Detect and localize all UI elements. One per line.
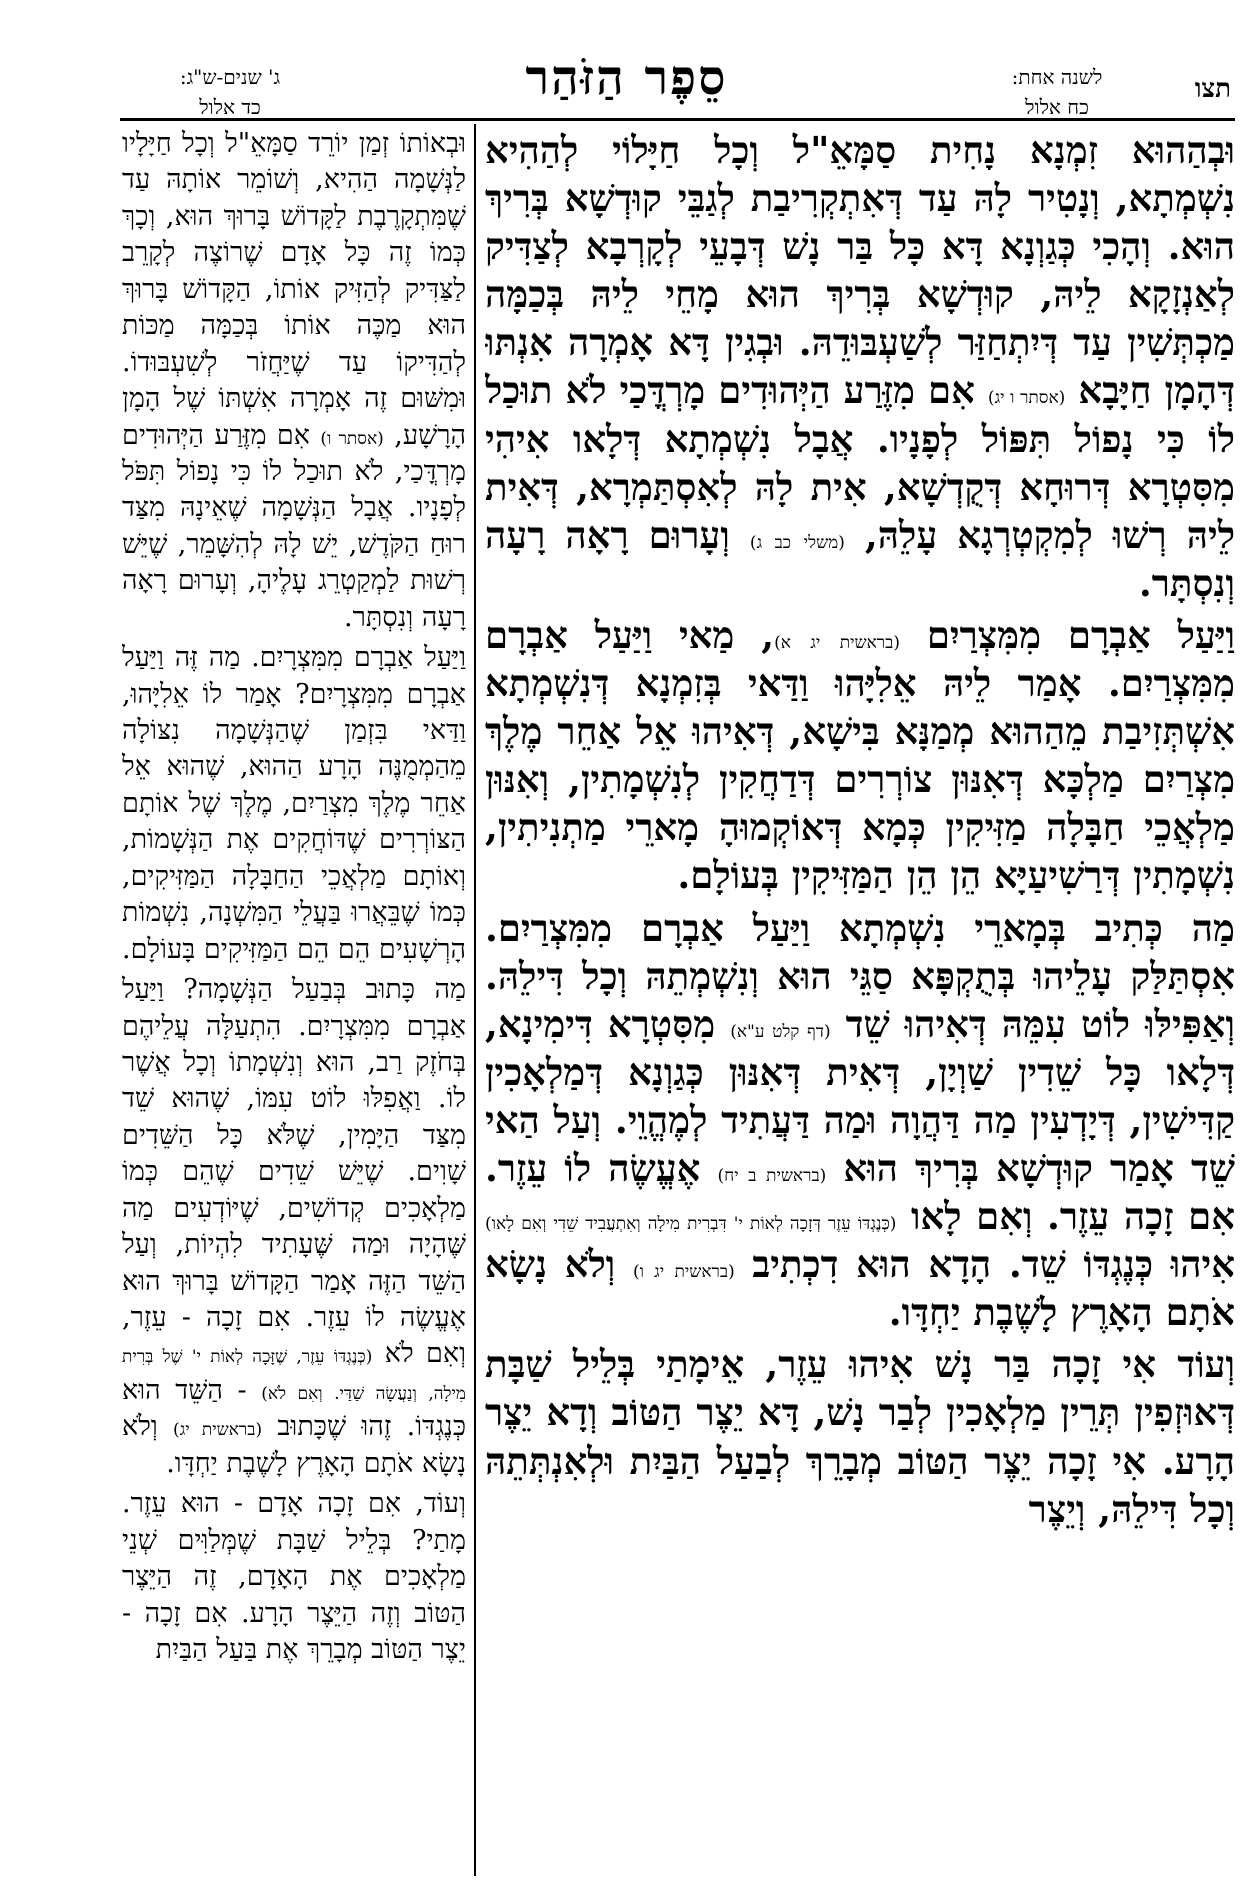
- text-segment: וּבְאוֹתוֹ זְמַן יוֹרֵד סַמָּאֵ"ל וְכָל חַיָּלָיו לַנְּשָׁמָה הַהִיא, וְשׁוֹמֵר אוֹתָהּ עַד שֶׁמִּתְקָרֶבֶת לַקָּדוֹשׁ בָּרוּךְ הוּא, וְכָךְ כְּמוֹ זֶה כָּל אָדָם שֶׁרוֹצֶה לְקָרֵב לַצַּדִּיק לְהַזִּיק אוֹתוֹ, הַקָּדוֹשׁ בָּרוּךְ הוּא מַכֶּה אוֹתוֹ בְּכַמָּה מַכּוֹת לְהַדִּיקוֹ עַד שֶׁיַּחֲזֹר לְשִׁעְבּוּדוֹ. וּמִשּׁוּם זֶה אָמְרָה אִשְׁתּוֹ שֶׁל הָמָן הָרָשָׁע,: [122, 128, 466, 451]
- source-reference: (בראשית יג א): [774, 632, 900, 653]
- source-reference: (בראשית יג ו): [632, 1262, 735, 1283]
- column-divider: [474, 124, 476, 1876]
- source-reference: (בראשית יג): [173, 1420, 263, 1441]
- text-paragraph: [485, 904, 1235, 1337]
- text-segment: מִסִּטְרָא דִּימִינָא, דְּלָאו כָּל שֵׁדִין שַׁוְיָן, דְּאִית דְּאִנּוּן כְּגַוְנָא דְּמַלְאָכִין קַדִּישִׁין, דְּיָדְעִין מַה דַּהֲוָה וּמַה דַּעֲתִיד לְמֶהֱוֵי. וְעַל הַאי שֵׁד אָמַר קוּדְשָׁא בְּרִיךְ הוּא: [485, 1001, 1235, 1190]
- text-paragraph: [122, 972, 466, 1482]
- page-title: סֵפֶר הַזֹּהַר: [525, 50, 728, 106]
- text-segment: אִיהוּ כְּנֶגְדּוֹ שֵׁד. הָדָא הוּא דִכְתִיב: [734, 1242, 1235, 1287]
- text-segment: וְעוֹד אִי זָכָה בַּר נָשׁ אִיהוּ עֵזֶר, אֵימָתַי בְּלֵיל שַׁבָּת דְּאוּזְפִין תְּרֵין מַלְאָכִין לְבַר נָשׁ, דָּא יֵצֶר הַטּוֹב וְדָא יֵצֶר הָרָע. אִי זָכָה יֵצֶר הַטּוֹב מְבָרֵךְ לְבַעַל הַבַּיִת וּלְאִנְתְּתֵהּ וְכָל דִּילֵהּ, וְיֵצֶר: [485, 1342, 1235, 1531]
- hebrew-translation-column: [122, 126, 466, 1876]
- source-reference: (אסתר ו): [320, 428, 384, 449]
- source-reference: (בראשית ב יח): [717, 1165, 827, 1186]
- source-reference: (כְּנֶגְדּוֹ עֵזֶר דְּזָכָה לְאוֹת י' דִּבְרִית מִילָה וְאִתְעֲבִיד שֵׁדִי וְאִם לָאו): [485, 1214, 897, 1235]
- text-segment: וְלֹא נָשָׂא אֹתָם הָאָרֶץ לָשֶׁבֶת יַחְדָּו.: [485, 1242, 1235, 1335]
- source-reference: (כְּנֶגְדּוֹ עֵזֶר, שֶׁזָּכָה לְאוֹת י' שֶׁל בְּרִית מִילָה, וְנַעֲשָׂה שַׁדַּי. וְאִם לֹא): [122, 1347, 466, 1404]
- aramaic-text-column: [485, 126, 1235, 1876]
- header-rule: [120, 118, 1235, 121]
- text-segment: וַיַּעַל אַבְרָם מִמִּצְרַיִם: [899, 612, 1235, 657]
- schedule-one-year-label: לשנה אחת:: [1011, 65, 1103, 89]
- source-reference: (משלי כב ג): [749, 532, 845, 553]
- schedule-three-years: [130, 62, 330, 122]
- text-paragraph: [485, 611, 1235, 900]
- schedule-one-year-date: כח אלול: [1025, 95, 1089, 119]
- text-segment: וְעָרוּם רָאָה רָעָה וְנִסְתָּר.: [485, 512, 1235, 605]
- text-segment: וּבְהַהוּא זִמְנָא נָחִית סַמָּאֵ"ל וְכָל חַיָּלוֹי לְהַהִיא נִשְׁמְתָא, וְנָטִיר לָהּ עַד דְּאִתְקְרִיבַת לְגַבֵּי קוּדְשָׁא בְּרִיךְ הוּא. וְהָכִי כְּגַוְנָא דָּא כָּל בַּר נָשׁ דְּבָעֵי לְקָרְבָא לְצַדִּיק לְאַנְזָקָא לֵיהּ, קוּדְשָׁא בְּרִיךְ הוּא מָחֵי לֵיהּ בְּכַמָּה מַכְתְּשִׁין עַד דְּיִתְחַזַּר לְשַׁעְבּוּדֵהּ. וּבְגִין דָּא אָמְרָה אִנְתּוּ דְּהָמָן חַיָּבָא: [485, 128, 1235, 413]
- page-number: תצו: [1194, 74, 1231, 104]
- text-paragraph: [122, 126, 466, 636]
- schedule-three-years-date: כד אלול: [199, 95, 261, 119]
- text-paragraph: [485, 1340, 1235, 1532]
- text-segment: מַה כְּתִיב בְּמָארֵי נִשְׁמְתָא וַיַּעַל אַבְרָם מִמִּצְרַיִם. אִסְתַּלַּק עָלֵיהוּ בְּתֻקְפָּא סַגֵּי הוּא וְנִשְׁמְתֵהּ וְכָל דִּילֵהּ. וְאַפִּילּוּ לוֹט עִמֵּהּ דְּאִיהוּ שֵׁד: [485, 905, 1235, 1046]
- text-segment: וַיַּעַל אַבְרָם מִמִּצְרָיִם. מַה זֶּה וַיַּעַל אַבְרָם מִמִּצְרָיִם? אָמַר לוֹ אֵלִיָּהוּ, וַדַּאי בִּזְמַן שֶׁהַנְּשָׁמָה נִצּוֹלָה מֵהַמְמֻנֶּה הָרָע הַהוּא, שֶׁהוּא אֵל אַחֵר מֶלֶךְ מִצְרַיִם, מֶלֶךְ שֶׁל אוֹתָם הַצּוֹרְרִים שֶׁדּוֹחֲקִים אֶת הַנְּשָׁמוֹת, וְאוֹתָם מַלְאֲכֵי הַחַבָּלָה הַמַּזִּיקִים, כְּמוֹ שֶׁבֵּאֲרוּ בַּעֲלֵי הַמִּשְׁנָה, נִשְׁמוֹת הָרְשָׁעִים הֵם הֵם הַמַּזִּיקִים בָּעוֹלָם.: [122, 642, 466, 965]
- text-paragraph: [485, 126, 1235, 607]
- text-paragraph: [122, 1486, 466, 1668]
- text-segment: אִם מִזֶּרַע הַיְּהוּדִים מָרְדֳּכַי לֹא תוּכַל לוֹ כִּי נָפוֹל תִּפּוֹל לְפָנָיו. אֲבָל נִשְׁמְתָא דְּלָאו אִיהִי מִסִּטְרָא דְּרוּחָא דְּקֻדְשָׁא, אִית לָהּ לְאִסְתַּמְרָא, דְּאִית לֵיהּ רְשׁוּ לְמִקְטְרְגָא עָלֵהּ,: [485, 368, 1235, 557]
- source-reference: (אסתר ו יג): [987, 388, 1066, 409]
- source-reference: (דף קלט ע"א): [730, 1021, 831, 1042]
- text-segment: אִם מִזֶּרַע הַיְּהוּדִים מָרְדֳּכַי, לֹא תוּכַל לוֹ כִּי נָפוֹל תִּפֹּל לְפָנָיו. אֲבָל הַנְּשָׁמָה שֶׁאֵינָהּ מִצַּד רוּחַ הַקֹּדֶשׁ, יֵשׁ לָהּ לְהִשָּׁמֵר, שֶׁיֵּשׁ רְשׁוּת לַמְקַטְרֵג עָלֶיהָ, וְעָרוּם רָאָה רָעָה וְנִסְתָּר.: [122, 419, 466, 633]
- schedule-three-years-label: ג' שנים-ש"ג:: [179, 65, 281, 89]
- text-segment: , מַאי וַיַּעַל אַבְרָם מִמִּצְרַיִם. אָמַר לֵיהּ אֵלִיָּהוּ וַדַּאי בְּזִמְנָא דְּנִשְׁמְתָא אִשְׁתְּזִיבַת מֵהַהוּא מְמַנָּא בִּישָׁא, דְּאִיהוּ אֵל אַחֵר מֶלֶךְ מִצְרַיִם מַלְכָּא דְּאִנּוּן צוֹרְרִים דְּדַחֲקִין לְנִשְׁמָתִין, וְאִנּוּן מַלְאֲכֵי חַבָּלָה מַזִּיקִין כְּמָא דְּאוֹקְמוּהָ מָארֵי מַתְנִיתִין, נִשְׁמָתִין דְּרַשִׁיעַיָּא הֵן הֵן הַמַּזִּיקִין בְּעוֹלָם.: [485, 612, 1235, 898]
- text-paragraph: [122, 640, 466, 968]
- text-segment: וְלֹא נָשָׂא אֹתָם הָאָרֶץ לָשֶׁבֶת יַחְדָּו.: [122, 1411, 466, 1479]
- text-segment: - הַשֵּׁד הוּא כְּנֶגְדּוֹ. זֶהוּ שֶׁכָּתוּב: [122, 1374, 466, 1443]
- text-segment: מַה כָּתוּב בְּבַעַל הַנְּשָׁמָה? וַיַּעַל אַבְרָם מִמִּצְרָיִם. הִתְעַלָּה עֲלֵיהֶם בְּחֹזֶק רַב, הוּא וְנִשְׁמָתוֹ וְכָל אֲשֶׁר לוֹ. וַאֲפִלּוּ לוֹט עִמּוֹ, שֶׁהוּא שֵׁד מִצַּד הַיָּמִין, שֶׁלֹּא כָּל הַשֵּׁדִים שָׁוִים. שֶׁיֵּשׁ שֵׁדִים שֶׁהֵם כְּמוֹ מַלְאָכִים קְדוֹשִׁים, שֶׁיּוֹדְעִים מַה שֶּׁהָיָה וּמַה שֶּׁעָתִיד לִהְיוֹת, וְעַל הַשֵּׁד הַזֶּה אָמַר הַקָּדוֹשׁ בָּרוּךְ הוּא אֶעֱשֶׂה לוֹ עֵזֶר. אִם זָכָה - עֵזֶר, וְאִם לֹא: [122, 974, 466, 1370]
- text-segment: אֶעֱשֶׂה לוֹ עֵזֶר. אִם זָכָה עֵזֶר. וְאִם לָאו: [485, 1145, 1235, 1239]
- text-segment: וְעוֹד, אִם זָכָה אָדָם - הוּא עֵזֶר. מָתַי? בְּלֵיל שַׁבָּת שֶׁמְּלַוִּים שְׁנֵי מַלְאָכִים אֶת הָאָדָם, זֶה הַיֵּצֶר הַטּוֹב וְזֶה הַיֵּצֶר הָרָע. אִם זָכָה - יֵצֶר הַטּוֹב מְבָרֵךְ אֶת בַּעַל הַבַּיִת: [122, 1488, 466, 1665]
